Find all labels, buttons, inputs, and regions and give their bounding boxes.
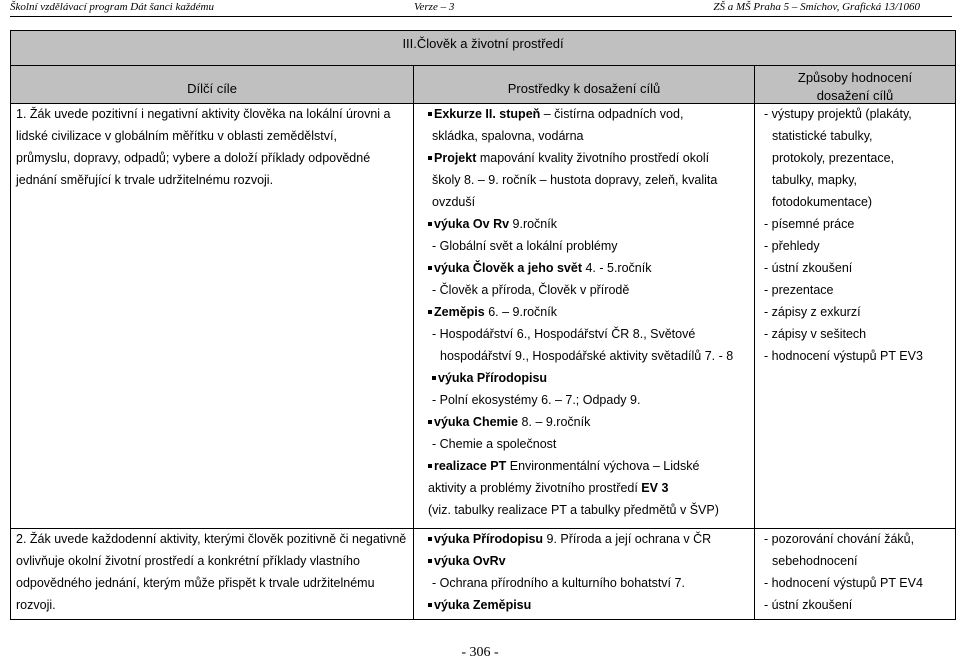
means-civics: výuka Ov Rv 9.ročník	[428, 216, 557, 232]
assessment-line: - prezentace	[764, 283, 834, 297]
means-line: - Ochrana přírodního a kulturního bohatství 7.	[432, 576, 685, 590]
means-line: školy 8. – 9. ročník – hustota dopravy, zeleň, kvalita	[432, 173, 718, 187]
assessment-line: protokoly, prezentace,	[772, 151, 895, 165]
col1-heading: Dílčí cíle	[187, 81, 237, 96]
header-rule	[10, 16, 952, 17]
goal-1-line: jednání směřující k trvale udržitelnému rozvoji.	[16, 173, 274, 187]
assessment-line: fotodokumentace)	[772, 195, 873, 209]
header-program: Školní vzdělávací program Dát šanci každému	[10, 1, 214, 13]
table-title: III.Člověk a životní prostředí	[402, 36, 564, 51]
assessment-line: - pozorování chování žáků,	[764, 532, 915, 546]
col2-heading: Prostředky k dosažení cílů	[507, 81, 661, 96]
goal-2-line: rozvoji.	[16, 598, 56, 612]
means-line: - Polní ekosystémy 6. – 7.; Odpady 9.	[432, 393, 641, 407]
assessment-line: - hodnocení výstupů PT EV4	[764, 576, 923, 590]
assessment-line: - výstupy projektů (plakáty,	[764, 107, 912, 121]
means-man-world: výuka Člověk a jeho svět 4. - 5.ročník	[428, 260, 651, 276]
means-geography: Zeměpis 6. – 9.ročník	[428, 304, 557, 320]
means-biology-9: výuka Přírodopisu 9. Příroda a její ochrana v ČR	[428, 531, 711, 547]
assessment-line: - zápisy v sešitech	[764, 327, 867, 341]
means-excursion: Exkurze II. stupeň – čistírna odpadních vod,	[428, 106, 683, 122]
row1-col1-cell	[10, 103, 414, 529]
assessment-line: sebehodnocení	[772, 554, 858, 568]
col3-heading-line2: dosažení cílů	[816, 88, 894, 103]
running-header	[0, 0, 960, 14]
assessment-line: - hodnocení výstupů PT EV3	[764, 349, 923, 363]
assessment-line: - zápisy z exkurzí	[764, 305, 861, 319]
means-line: skládka, spalovna, vodárna	[432, 129, 584, 143]
goal-2-line: 2. Žák uvede každodenní aktivity, kterými člověk pozitivně či negativně	[16, 532, 407, 546]
means-line: aktivity a problémy životního prostředí EV 3	[428, 481, 669, 495]
header-version: Verze – 3	[414, 1, 455, 13]
assessment-line: statistické tabulky,	[772, 129, 873, 143]
assessment-line: - písemné práce	[764, 217, 855, 231]
means-line: - Globální svět a lokální problémy	[432, 239, 618, 253]
means-line: hospodářství 9., Hospodářské aktivity světadílů 7. - 8	[440, 349, 734, 363]
goal-1-line: 1. Žák uvede pozitivní i negativní aktivity člověka na lokální úrovni a	[16, 107, 391, 121]
means-line: - Chemie a společnost	[432, 437, 557, 451]
means-project: Projekt mapování kvality životního prostředí okolí	[428, 150, 709, 166]
goal-1-line: lidské civilizace v globálním měřítku v oblasti zemědělství,	[16, 129, 337, 143]
col3-heading-line1: Způsoby hodnocení	[797, 70, 913, 85]
goal-1-line: průmyslu, dopravy, odpadů; vybere a doloží příklady odpovědné	[16, 151, 371, 165]
means-line: - Hospodářství 6., Hospodářství ČR 8., Světové	[432, 327, 696, 341]
means-line: ovzduší	[432, 195, 476, 209]
assessment-line: tabulky, mapky,	[772, 173, 857, 187]
means-chemistry: výuka Chemie 8. – 9.ročník	[428, 414, 590, 430]
assessment-line: - ústní zkoušení	[764, 598, 853, 612]
means-biology: výuka Přírodopisu	[432, 370, 547, 386]
goal-2-line: ovlivňuje okolní životní prostředí a konkrétní příklady vlastního	[16, 554, 360, 568]
page-number: - 306 -	[461, 645, 499, 660]
assessment-line: - ústní zkoušení	[764, 261, 853, 275]
means-line: - Člověk a příroda, Člověk v přírodě	[432, 283, 630, 297]
means-geography-2: výuka Zeměpisu	[428, 597, 531, 613]
means-cross-curricular: realizace PT Environmentální výchova – Lidské	[428, 458, 699, 474]
assessment-line: - přehledy	[764, 239, 820, 253]
means-ovrv: výuka OvRv	[428, 553, 506, 569]
goal-2-line: odpovědného jednání, kterým může přispět k trvale udržitelnému	[16, 576, 375, 590]
means-line: (viz. tabulky realizace PT a tabulky předmětů v ŠVP)	[428, 503, 719, 517]
header-school: ZŠ a MŠ Praha 5 – Smíchov, Grafická 13/1060	[713, 1, 920, 13]
